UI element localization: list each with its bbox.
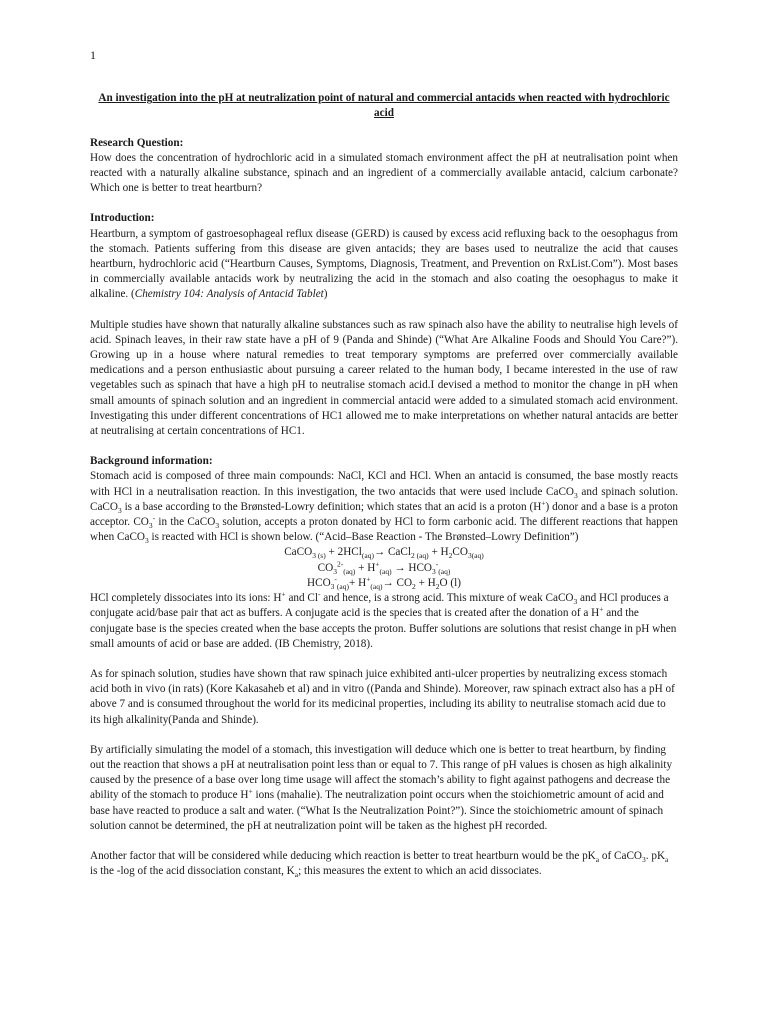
document-title: An investigation into the pH at neutralization point of natural and commercial antacids when reacted with hydrochloric acid bbox=[98, 92, 670, 120]
background-paragraph-2: HCl completely dissociates into its ions: H+ and Cl- and hence, is a strong acid. This mixture of weak CaCO$_3$ and HCl produces a conjugate acid/base pair that act as buffers. A conjugate acid is the species that is created after the donation of a H+ and the conjugate base is the species created when the base accepts the proton. Buffer solutions are solutions that resist change in pH when small amounts of acid or base are added. (IB Chemistry, 2018). bbox=[90, 589, 677, 650]
introduction-paragraph-1: Heartburn, a symptom of gastroesophageal reflux disease (GERD) is caused by excess acid refluxing back to the oesophagus from the stomach. Patients suffering from this disease are given antacids; they are bases used to neutralize the acid that causes heartburn, hydrochloric acid (“Heartburn Causes, Symptoms, Diagnosis, Treatment, and Prevention on RxList.Com”). Most bases in commercially available antacids work by neutralizing the acid in the stomach and also coating the oesophagus to make it alkaline. (Chemistry 104: Analysis of Antacid Tablet) bbox=[90, 227, 678, 301]
research-question-heading: Research Question: bbox=[90, 136, 184, 149]
citation-italic: Chemistry 104: Analysis of Antacid Tablet bbox=[134, 288, 324, 301]
background-paragraph-1: Stomach acid is composed of three main compounds: NaCl, KCl and HCl. When an antacid is consumed, the base mostly reacts with HCl in a neutralisation reaction. In this investigation, the two antacids that were used include CaCO$_3$ and spinach solution. CaCO$_3$ is a base according to the Brønsted-Lowry definition; which states that an acid is a proton (H+) donor and a base is a proton acceptor. $CO_3^-$ in the CaCO$_3$ solution, accepts a proton donated by HCl to form carbonic acid. The different reactions that happen when CaCO$_3$ is reacted with HCl is shown below. (“Acid–Base Reaction - The Brønsted–Lowry Definition”) bbox=[90, 470, 679, 546]
background-paragraph-5: Another factor that will be considered while deducing which reaction is better to treat heartburn would be the $pK_a$ of CaCO$_3$. $pK_a$ is the -log of the acid dissociation constant, $K_a$; this measures the extent to which an acid dissociates. bbox=[90, 849, 669, 880]
background-heading: Background information: bbox=[90, 455, 213, 468]
introduction-heading: Introduction: bbox=[90, 212, 155, 225]
background-paragraph-4: By artificially simulating the model of a stomach, this investigation will deduce which one is better to treat heartburn, by finding out the reaction that shows a pH at neutralisation point less than or equal to 7. This range of pH values is chosen as high alkalinity caused by the presence of a base over long time usage will affect the stomach’s ability to fight against pathogens and decrease the ability of the stomach to produce H+ ions (mahalie). The neutralization point occurs when the stoichiometric amount of acid and base have reacted to produce a salt and water. (“What Is the Neutralization Point?”). Since the stoichiometric amount of spinach solution cannot be determined, the pH at neutralization point will be taken as the highest pH recorded. bbox=[90, 743, 673, 832]
equation-2: $CO_3^{2-}_{(aq)} + H^+_{(aq)} \to HCO_3^-_{(aq)}$ bbox=[317, 558, 451, 576]
page-number: 1 bbox=[90, 48, 96, 62]
research-question-text: How does the concentration of hydrochloric acid in a simulated stomach environment affect the pH at neutralisation point when reacted with a naturally alkaline substance, spinach and an ingredient of a commercially available antacid, calcium carbonate? Which one is better to treat heartburn? bbox=[90, 151, 678, 195]
equation-1: CaCO$_3$ $_{(s)}$ + 2HCl$_{(aq)}$→ CaCl$_{2 (aq)}$ + $H_2CO_{3(aq)}$ bbox=[284, 546, 484, 561]
introduction-paragraph-2: Multiple studies have shown that naturally alkaline substances such as raw spinach also have the ability to neutralise high levels of acid. Spinach leaves, in their raw state have a pH of 9 (Panda and Shinde) (“What Are Alkaline Foods and Should You Care?”). Growing up in a house where natural remedies to treat temporary symptoms are preferred over commercially available medications and a person enthusiastic about pursuing a career related to the human body, I became interested in the use of raw vegetables such as spinach that have a high pH to neutralise stomach acid.I devised a method to monitor the change in pH when small amounts of spinach solution and an ingredient in commercial antacid were added to a simulated stomach acid environment. Investigating this under different concentrations of HC1 allowed me to make interpretations on whether natural antacids are better at neutralising at certain concentrations of HC1. bbox=[90, 318, 678, 438]
equation-3: $HCO_3^-_{(aq)}+ H^+_{(aq)}\to CO_2 + H_2O$ (l) bbox=[307, 574, 461, 592]
background-paragraph-3: As for spinach solution, studies have shown that raw spinach juice exhibited anti-ulcer properties by neutralizing excess stomach acid both in vivo (in rats) (Kore Kakasaheb et al) and in vitro ((Panda and Shinde). Moreover, raw spinach extract also has a pH of above 7 and is consumed throughout the world for its medicinal properties, including its ability to neutralise stomach acid due to its high alkalinity(Panda and Shinde). bbox=[90, 667, 675, 726]
